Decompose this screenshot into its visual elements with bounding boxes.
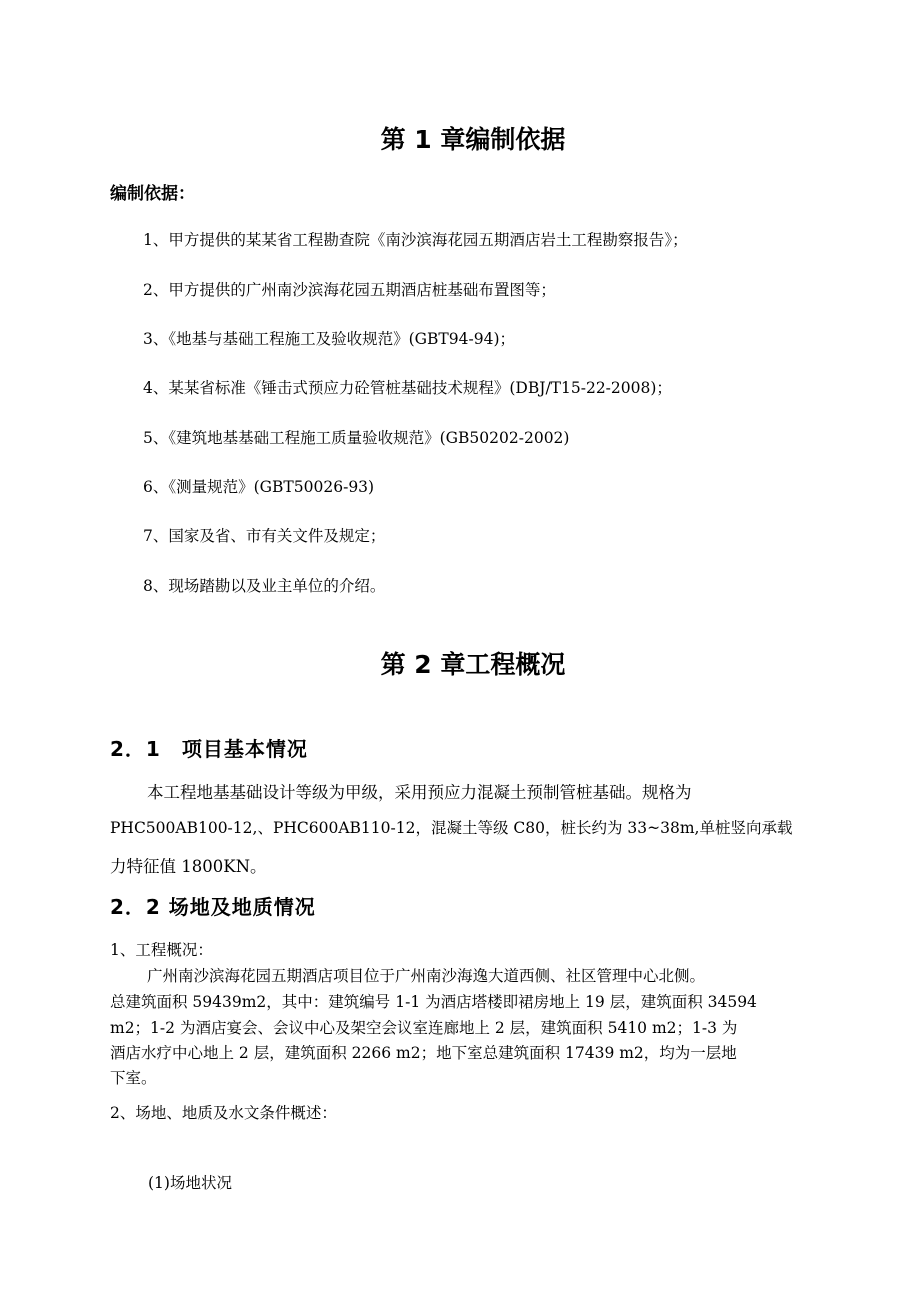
overview-line-3: m2；1-2 为酒店宴会、会议中心及架空会议室连廊地上 2 层，建筑面积 5410 m2；1-3 为 <box>110 1019 738 1037</box>
basis-item-1: 1、甲方提供的某某省工程勘查院《南沙滨海花园五期酒店岩土工程勘察报告》； <box>143 231 688 249</box>
site-status-item: (1)场地状况 <box>148 1174 232 1192</box>
basis-item-4: 4、某某省标准《锤击式预应力砼管桩基础技术规程》(DBJ/T15-22-2008)； <box>143 379 672 397</box>
section-2-2-title: 2．2 场地及地质情况 <box>110 895 316 919</box>
basis-item-8: 8、现场踏勘以及业主单位的介绍。 <box>143 577 386 595</box>
section-2-1-line-1: 本工程地基基础设计等级为甲级，采用预应力混凝土预制管桩基础。规格为 <box>147 783 692 802</box>
basis-item-5: 5、《建筑地基基础工程施工质量验收规范》(GB50202-2002) <box>143 429 570 447</box>
overview-line-4: 酒店水疗中心地上 2 层，建筑面积 2266 m2；地下室总建筑面积 17439 m2，均为一层地 <box>110 1044 737 1062</box>
section-2-1-line-2: PHC500AB100-12,、PHC600AB110-12，混凝土等级 C80，桩长约为 33~38m,单桩竖向承载 <box>110 819 793 837</box>
overview-line-5: 下室。 <box>110 1069 157 1087</box>
section-2-1-title: 2．1 项目基本情况 <box>110 737 308 761</box>
chapter-1-title: 第 1 章编制依据 <box>380 125 566 154</box>
basis-item-6: 6、《测量规范》(GBT50026-93) <box>143 478 375 496</box>
basis-item-3: 3、《地基与基础工程施工及验收规范》(GBT94-94)； <box>143 330 516 348</box>
basis-label: 编制依据： <box>110 184 195 204</box>
overview-line-2: 总建筑面积 59439m2，其中：建筑编号 1-1 为酒店塔楼即裙房地上 19 层，建筑面积 34594 <box>110 993 757 1011</box>
chapter-2-title: 第 2 章工程概况 <box>380 650 566 679</box>
overview-label: 1、工程概况： <box>110 941 213 959</box>
basis-item-2: 2、甲方提供的广州南沙滨海花园五期酒店桩基础布置图等； <box>143 281 556 299</box>
basis-item-7: 7、国家及省、市有关文件及规定； <box>143 527 386 545</box>
overview-line-1: 广州南沙滨海花园五期酒店项目位于广州南沙海逸大道西侧、社区管理中心北侧。 <box>147 967 706 985</box>
site-conditions-label: 2、场地、地质及水文条件概述： <box>110 1104 337 1122</box>
section-2-1-line-3: 力特征值 1800KN。 <box>110 857 267 876</box>
